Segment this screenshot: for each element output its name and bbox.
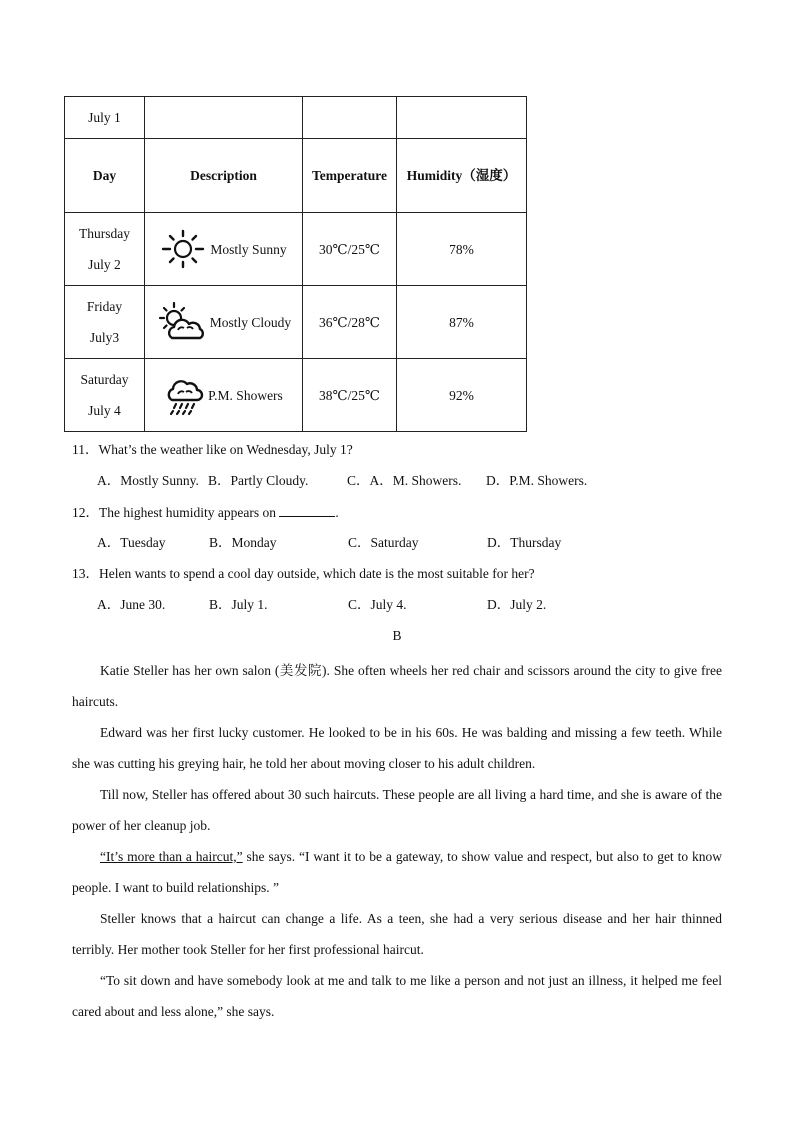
option-a[interactable]: A．Mostly Sunny. xyxy=(97,473,199,488)
option-c[interactable]: C．July 4. xyxy=(348,597,407,612)
cell-description xyxy=(145,286,303,359)
question-11: 11．What’s the weather like on Wednesday, July 1? xyxy=(72,442,353,457)
header-day: Day xyxy=(65,139,145,213)
cell-description xyxy=(145,213,303,286)
cell-description xyxy=(145,97,303,139)
cell-day: July 1 xyxy=(65,97,145,139)
section-label: B xyxy=(392,628,402,643)
option-d[interactable]: D．P.M. Showers. xyxy=(486,473,588,488)
header-temperature: Temperature xyxy=(303,139,397,213)
day-date: July 2 xyxy=(88,257,121,272)
description-text: P.M. Showers xyxy=(208,387,283,403)
header-description: Description xyxy=(145,139,303,213)
cell-day xyxy=(65,213,145,286)
paragraph: Till now, Steller has offered about 30 such haircuts. These people are all living a hard time, and she is aware of the power of her cleanup job. xyxy=(72,787,722,833)
cell-temperature: 36℃/28℃ xyxy=(303,286,397,359)
paragraph: “To sit down and have somebody look at me and talk to me like a person and not just an illness, it helped me feel cared about and less alone,” she says. xyxy=(72,973,722,1019)
option-a[interactable]: A．Tuesday xyxy=(97,535,166,550)
day-name: Friday xyxy=(86,299,123,314)
cell-humidity: 92% xyxy=(397,359,527,432)
day-name: Saturday xyxy=(80,372,129,387)
cell-humidity: 78% xyxy=(397,213,527,286)
cell-day xyxy=(65,359,145,432)
option-b[interactable]: B．Partly Cloudy. xyxy=(208,473,309,488)
paragraph xyxy=(72,841,722,903)
cell-temperature: 30℃/25℃ xyxy=(303,213,397,286)
sun-cloud-icon xyxy=(156,300,206,344)
table-row xyxy=(65,286,527,359)
rain-cloud-icon xyxy=(164,374,204,416)
table-row xyxy=(65,97,527,139)
cell-temperature: 38℃/25℃ xyxy=(303,359,397,432)
table-row xyxy=(65,213,527,286)
table-row xyxy=(65,359,527,432)
table-header-row xyxy=(65,139,527,213)
cell-day xyxy=(65,286,145,359)
paragraph: Steller knows that a haircut can change a life. As a teen, she had a very serious disease and her hair thinned terribly. Her mother took Steller for her first professional haircut. xyxy=(72,911,722,957)
description-text: Mostly Sunny xyxy=(210,241,287,257)
paragraph: Katie Steller has her own salon (美发院). She often wheels her red chair and scissors around the city to give free haircuts. xyxy=(72,663,722,709)
weather-table xyxy=(64,96,527,432)
header-humidity: Humidity（湿度） xyxy=(397,139,527,213)
answer-blank[interactable] xyxy=(279,502,335,517)
cell-humidity xyxy=(397,97,527,139)
option-d[interactable]: D．July 2. xyxy=(487,597,547,612)
option-a[interactable]: A．June 30. xyxy=(97,597,166,612)
option-b[interactable]: B．Monday xyxy=(209,535,277,550)
question-13-options xyxy=(97,595,546,615)
description-text: Mostly Cloudy xyxy=(209,314,292,330)
reading-passage xyxy=(72,655,722,1027)
day-date: July 4 xyxy=(88,403,121,418)
underlined-quote: “It’s more than a haircut,” xyxy=(100,849,243,864)
cell-temperature xyxy=(303,97,397,139)
sun-icon xyxy=(160,229,206,269)
option-d[interactable]: D．Thursday xyxy=(487,535,562,550)
day-name: Thursday xyxy=(79,226,130,241)
paragraph: Edward was her first lucky customer. He looked to be in his 60s. He was balding and missing a few teeth. While she was cutting his greying hair, he told her about moving closer to his adult children. xyxy=(72,725,722,771)
question-12-stem-end: . xyxy=(335,505,339,520)
cell-description xyxy=(145,359,303,432)
paragraph-rest: she says. “I want it to be a gateway, to show value and respect, but also to get to know people. I want to build relationships. ” xyxy=(72,849,722,895)
option-b[interactable]: B．July 1. xyxy=(209,597,268,612)
cell-humidity: 87% xyxy=(397,286,527,359)
question-12 xyxy=(72,502,339,523)
question-11-options xyxy=(97,471,587,491)
option-c[interactable]: C．A．M. Showers. xyxy=(347,473,462,488)
day-date: July3 xyxy=(89,330,120,345)
option-c[interactable]: C．Saturday xyxy=(348,535,419,550)
question-12-options xyxy=(97,533,561,553)
question-12-stem: 12．The highest humidity appears on xyxy=(72,505,276,520)
question-13: 13．Helen wants to spend a cool day outside, which date is the most suitable for her? xyxy=(72,566,535,581)
